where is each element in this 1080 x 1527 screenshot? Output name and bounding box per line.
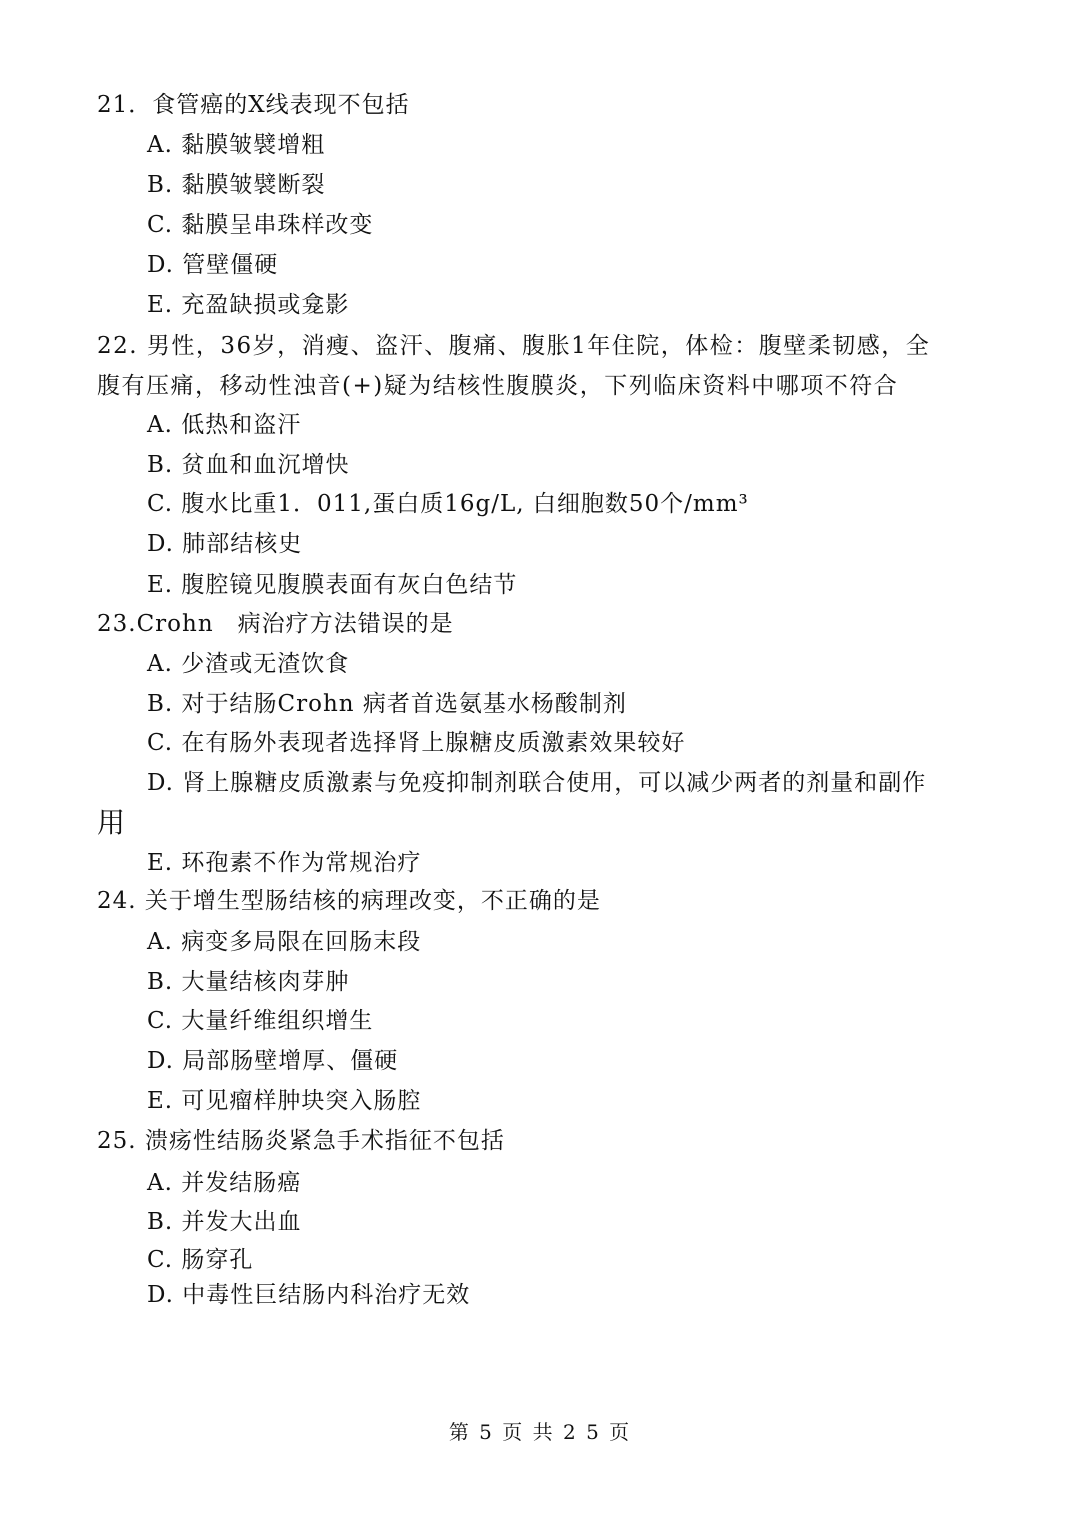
question-22-option-d: D. 肺部结核史 xyxy=(147,531,303,557)
question-23-option-c: C. 在有肠外表现者选择肾上腺糖皮质激素效果较好 xyxy=(147,730,686,756)
question-21-option-a: A. 黏膜皱襞增粗 xyxy=(147,132,326,158)
question-25-stem: 25. 溃疡性结肠炎紧急手术指征不包括 xyxy=(97,1128,505,1154)
question-25-option-c: C. 肠穿孔 xyxy=(147,1247,254,1273)
question-22-stem-line-1: 22. 男性，36岁，消瘦、盗汗、腹痛、腹胀1年住院，体检：腹壁柔韧感，全 xyxy=(97,333,931,359)
question-23-option-a: A. 少渣或无渣饮食 xyxy=(147,651,350,677)
question-24-option-a: A. 病变多局限在回肠末段 xyxy=(147,929,422,955)
question-21-stem: 21．食管癌的X线表现不包括 xyxy=(97,92,410,118)
question-22-option-b: B. 贫血和血沉增快 xyxy=(147,452,350,478)
question-24-stem: 24. 关于增生型肠结核的病理改变，不正确的是 xyxy=(97,888,601,914)
question-23-option-d-continuation: 用 xyxy=(97,806,127,839)
question-24-option-c: C. 大量纤维组织增生 xyxy=(147,1008,374,1034)
question-21-option-e: E. 充盈缺损或龛影 xyxy=(147,292,350,318)
page-number: 第 5 页 共 2 5 页 xyxy=(448,1420,632,1444)
question-23-option-e: E. 环孢素不作为常规治疗 xyxy=(147,850,422,876)
question-22-option-c: C. 腹水比重1．011,蛋白质16g/L, 白细胞数50个/mm³ xyxy=(147,491,749,517)
question-23-option-d: D. 肾上腺糖皮质激素与免疫抑制剂联合使用，可以减少两者的剂量和副作 xyxy=(147,770,927,796)
question-24-option-d: D. 局部肠壁增厚、僵硬 xyxy=(147,1048,399,1074)
question-25-option-d: D. 中毒性巨结肠内科治疗无效 xyxy=(147,1282,471,1308)
question-22-stem-line-2: 腹有压痛，移动性浊音(+)疑为结核性腹膜炎，下列临床资料中哪项不符合 xyxy=(97,373,899,399)
question-23-stem: 23.Crohn 病治疗方法错误的是 xyxy=(97,611,454,637)
question-25-option-a: A. 并发结肠癌 xyxy=(147,1170,302,1196)
question-25-option-b: B. 并发大出血 xyxy=(147,1209,302,1235)
question-21-option-d: D. 管壁僵硬 xyxy=(147,252,279,278)
question-23-option-b: B. 对于结肠Crohn 病者首选氨基水杨酸制剂 xyxy=(147,691,627,717)
question-22-option-e: E. 腹腔镜见腹膜表面有灰白色结节 xyxy=(147,572,518,598)
question-21-option-c: C. 黏膜呈串珠样改变 xyxy=(147,212,374,238)
question-22-option-a: A. 低热和盗汗 xyxy=(147,412,302,438)
question-21-option-b: B. 黏膜皱襞断裂 xyxy=(147,172,326,198)
question-24-option-e: E. 可见瘤样肿块突入肠腔 xyxy=(147,1088,422,1114)
question-24-option-b: B. 大量结核肉芽肿 xyxy=(147,969,350,995)
